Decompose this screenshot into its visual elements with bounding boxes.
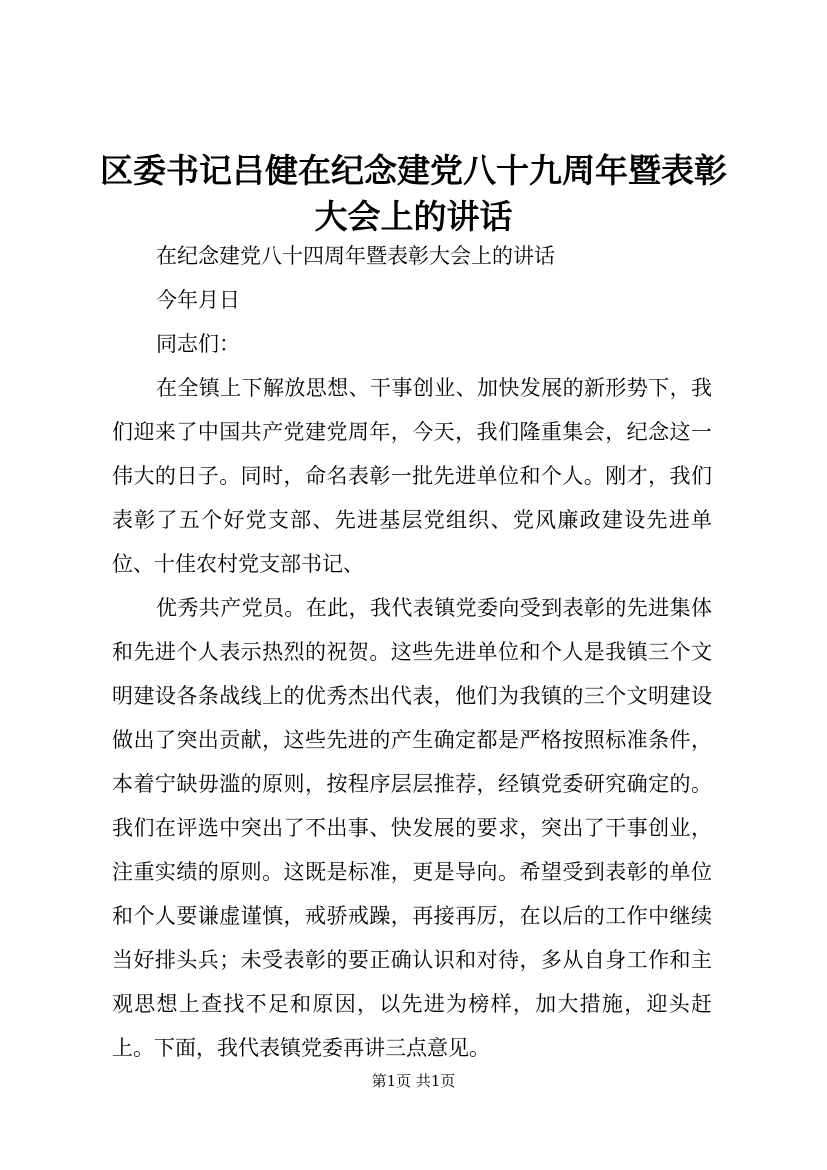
speech-subtitle: 在纪念建党八十四周年暨表彰大会上的讲话 xyxy=(156,244,555,268)
body-paragraph: 在全镇上下解放思想、干事创业、加快发展的新形势下，我们迎来了中国共产党建党周年，今天，我们隆重集会，纪念这一伟大的日子。同时，命名表彰一批先进单位和个人。刚才，我们表彰了五个好党支部、先进基层党组织、党风廉政建设先进单位、十佳农村党支部书记、 xyxy=(112,376,712,576)
speech-date: 今年月日 xyxy=(156,288,240,312)
page-footer: 第1页 共1页 xyxy=(371,1072,456,1090)
document-title: 区委书记吕健在纪念建党八十九周年暨表彰大会上的讲话 xyxy=(100,151,727,236)
body-paragraph: 优秀共产党员。在此，我代表镇党委向受到表彰的先进集体和先进个人表示热烈的祝贺。这些先进单位和个人是我镇三个文明建设各条战线上的优秀杰出代表，他们为我镇的三个文明建设做出了突出贡献，这些先进的产生确定都是严格按照标准条件，本着宁缺毋滥的原则，按程序层层推荐，经镇党委研究确定的。我们在评选中突出了不出事、快发展的要求，突出了干事创业，注重实绩的原则。这既是标准，更是导向。希望受到表彰的单位和个人要谦虚谨慎，戒骄戒躁，再接再厉，在以后的工作中继续当好排头兵；未受表彰的要正确认识和对待，多从自身工作和主观思想上查找不足和原因，以先进为榜样，加大措施，迎头赶上。下面，我代表镇党委再讲三点意见。 xyxy=(112,596,712,1060)
document-body xyxy=(112,234,712,1070)
salutation: 同志们： xyxy=(156,332,240,356)
